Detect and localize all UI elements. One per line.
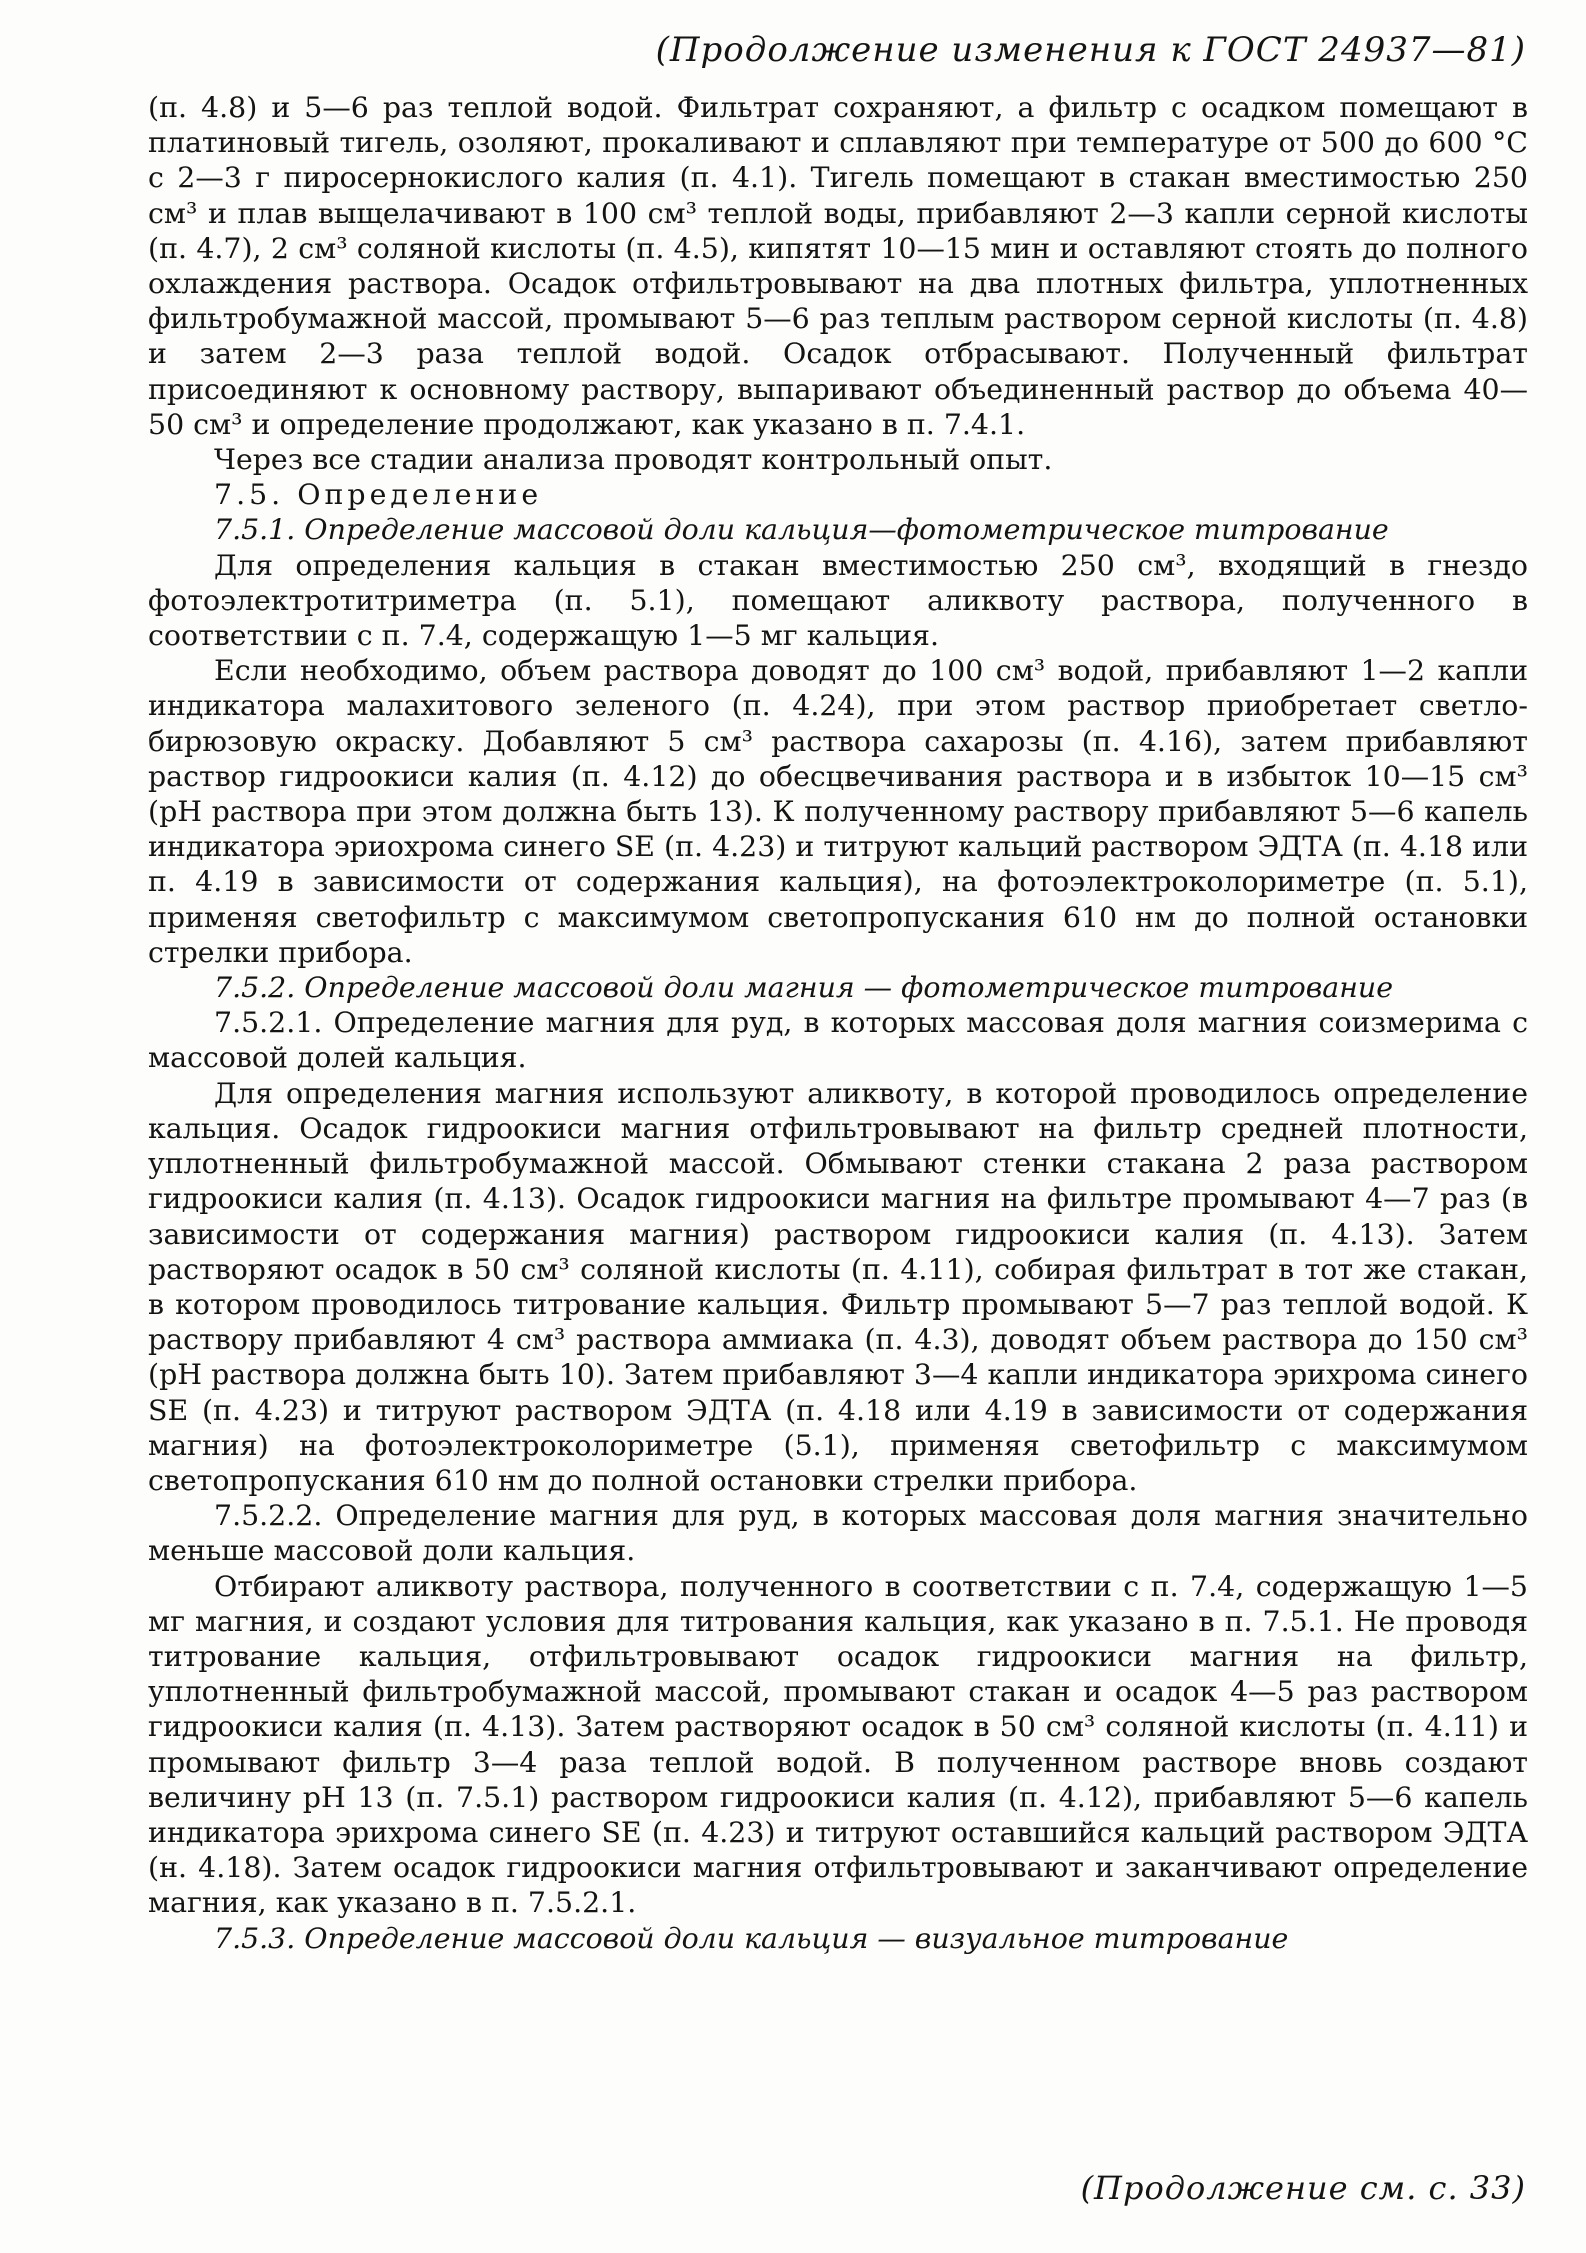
page-footer: (Продолжение см. с. 33) xyxy=(1080,2169,1526,2207)
section-heading-7-5: 7.5. Определение xyxy=(214,478,543,512)
paragraph-calcium-titration: Если необходимо, объем раствора доводят до 100 см³ водой, прибавляют 1—2 капли индикатора малахитового зеленого (п. 4.24), при этом раствор приобретает светло-бирюзовую окраску. Добавляют 5 см³ раствора сахарозы (п. 4.16), затем прибавляют раствор гидроокиси калия (п. 4.12) до обесцвечивания раствора и в избыток 10—15 см³ (рН раствора при этом должна быть 13). К полученному раствору прибавляют 5—6 капель индикатора эриохрома синего SE (п. 4.23) и титруют кальций раствором ЭДТА (п. 4.18 или п. 4.19 в зависимости от содержания кальция), на фотоэлектроколориметре (п. 5.1), применяя светофильтр с максимумом светопропускания 610 нм до полной остановки стрелки прибора. xyxy=(148,654,1528,969)
paragraph-continuation: (п. 4.8) и 5—6 раз теплой водой. Фильтрат сохраняют, а фильтр с осадком помещают в платиновый тигель, озоляют, прокаливают и сплавляют при температуре от 500 до 600 °С с 2—3 г пиросернокислого калия (п. 4.1). Тигель помещают в стакан вместимостью 250 см³ и плав выщелачивают в 100 см³ теплой воды, прибавляют 2—3 капли серной кислоты (п. 4.7), 2 см³ соляной кислоты (п. 4.5), кипятят 10—15 мин и оставляют стоять до полного охлаждения раствора. Осадок отфильтровывают на два плотных фильтра, уплотненных фильтробумажной массой, промывают 5—6 раз теплым раствором серной кислоты (п. 4.8) и затем 2—3 раза теплой водой. Осадок отбрасывают. Полученный фильтрат присоединяют к основному раствору, выпаривают объединенный раствор до объема 40—50 см³ и определение продолжают, как указано в п. 7.4.1. xyxy=(148,91,1528,441)
paragraph-magnesium-titration: Для определения магния используют аликвоту, в которой проводилось определение кальция. Осадок гидроокиси магния отфильтровывают на фильтр средней плотности, уплотненный фильтробумажной массой. Обмывают стенки стакана 2 раза раствором гидроокиси калия (п. 4.13). Осадок гидроокиси магния на фильтре промывают 4—7 раз (в зависимости от содержания магния) раствором гидроокиси калия (п. 4.13). Затем растворяют осадок в 50 см³ соляной кислоты (п. 4.11), собирая фильтрат в тот же стакан, в котором проводилось титрование кальция. Фильтр промывают 5—7 раз теплой водой. К раствору прибавляют 4 см³ раствора аммиака (п. 4.3), доводят объем раствора до 150 см³ (рН раствора должна быть 10). Затем прибавляют 3—4 капли индикатора эрихрома синего SE (п. 4.23) и титруют раствором ЭДТА (п. 4.18 или 4.19 в зависимости от содержания магния) на фотоэлектроколориметре (5.1), применяя светофильтр с максимумом светопропускания 610 нм до полной остановки стрелки прибора. xyxy=(148,1076,1528,1497)
paragraph-control-experiment: Через все стадии анализа проводят контрольный опыт. xyxy=(214,443,1053,477)
section-heading-7-5-2-2: 7.5.2.2. Определение магния для руд, в которых массовая доля магния значительно меньше массовой доли кальция. xyxy=(148,1499,1528,1568)
page-header: (Продолжение изменения к ГОСТ 24937—81) xyxy=(655,30,1526,70)
section-heading-7-5-2: 7.5.2. Определение массовой доли магния — фотометрическое титрование xyxy=(214,971,1394,1005)
paragraph-calcium-aliquot: Для определения кальция в стакан вместимостью 250 см³, входящий в гнездо фотоэлектротитриметра (п. 5.1), помещают аликвоту раствора, полученного в соответствии с п. 7.4, содержащую 1—5 мг кальция. xyxy=(148,548,1528,653)
section-heading-7-5-1: 7.5.1. Определение массовой доли кальция—фотометрическое титрование xyxy=(214,513,1389,547)
section-heading-7-5-2-1: 7.5.2.1. Определение магния для руд, в которых массовая доля магния соизмерима с массовой долей кальция. xyxy=(148,1006,1528,1075)
paragraph-magnesium-low: Отбирают аликвоту раствора, полученного в соответствии с п. 7.4, содержащую 1—5 мг магния, и создают условия для титрования кальция, как указано в п. 7.5.1. Не проводя титрование кальция, отфильтровывают осадок гидроокиси магния на фильтр, уплотненный фильтробумажной массой, промывают стакан и осадок 4—5 раз раствором гидроокиси калия (п. 4.13). Затем растворяют осадок в 50 см³ соляной кислоты (п. 4.11) и промывают фильтр 3—4 раза теплой водой. В полученном растворе вновь создают величину рН 13 (п. 7.5.1) раствором гидроокиси калия (п. 4.12), прибавляют 5—6 капель индикатора эрихрома синего SE (п. 4.23) и титруют оставшийся кальций раствором ЭДТА (н. 4.18). Затем осадок гидроокиси магния отфильтровывают и заканчивают определение магния, как указано в п. 7.5.2.1. xyxy=(148,1569,1528,1920)
section-heading-7-5-3: 7.5.3. Определение массовой доли кальция — визуальное титрование xyxy=(214,1921,1289,1955)
body-text xyxy=(148,90,1528,1956)
